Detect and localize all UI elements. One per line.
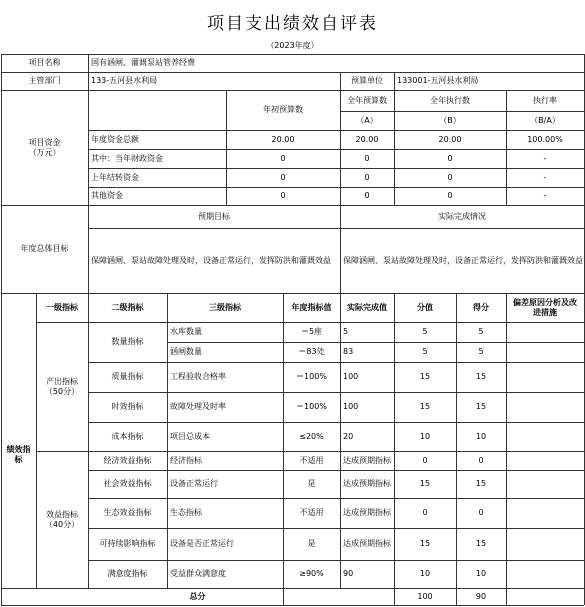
weight-value: 10 (419, 569, 431, 578)
score-value: 15 (475, 479, 487, 488)
weight-value: 0 (422, 455, 428, 465)
score-value: 5 (478, 327, 484, 336)
budget-unit-label: 预算单位 (351, 76, 383, 85)
level3-indicator: 工程验收合格率 (170, 372, 226, 381)
actual-value: 达成预期指标 (343, 479, 391, 488)
actual-value: 83 (343, 347, 354, 356)
funds-row-initial: 20.00 (271, 134, 295, 144)
deviation-reason (506, 560, 584, 588)
target-value: ≤20% (299, 431, 324, 441)
funds-row-label: 上年结转资金 (91, 172, 139, 182)
year-label: （2023年度） (266, 41, 319, 50)
score-value: 15 (475, 539, 487, 548)
funds-header-exec-sub: （B） (439, 115, 461, 125)
funds-row-rate: - (543, 153, 547, 163)
level3-indicator: 经济指标 (170, 455, 202, 465)
actual-value: 100 (343, 372, 359, 381)
target-value: ＝83处 (298, 347, 325, 356)
funds-row-label: 其他资金 (91, 191, 123, 200)
department-label: 主管部门 (28, 76, 61, 85)
output-indicators-label: 产出指标（50分） (44, 376, 80, 396)
target-value: 不适用 (299, 508, 324, 517)
target-value: ＝5座 (300, 327, 323, 336)
level2-indicator: 质量指标 (111, 372, 144, 381)
header-deviation-reason: 偏差原因分析及改进措施 (513, 297, 577, 317)
total-score: 90 (475, 591, 487, 601)
funds-row-exec: 0 (447, 172, 453, 182)
funds-header-rate-sub: （B/A） (530, 115, 560, 125)
funds-row-exec: 0 (447, 191, 453, 200)
weight-value: 5 (422, 327, 428, 336)
funds-row-annual: 0 (364, 153, 370, 163)
level2-indicator: 可持续影响指标 (99, 539, 156, 548)
project-name-value: 国有涵闸、灌溉泵站管养经费 (91, 58, 195, 67)
performance-indicators-label: 绩效指标 (6, 445, 31, 464)
score-value: 0 (478, 508, 484, 517)
level3-indicator: 生态指标 (170, 508, 202, 517)
deviation-reason (506, 451, 584, 470)
deviation-reason (506, 322, 584, 342)
level2-indicator: 满意度指标 (107, 569, 148, 578)
funds-row-rate: - (543, 191, 547, 200)
weight-value: 15 (419, 539, 431, 548)
weight-value: 5 (422, 347, 428, 356)
score-value: 10 (475, 431, 487, 441)
funds-row-exec: 20.00 (438, 134, 462, 144)
deviation-reason (506, 392, 584, 422)
header-actual: 实际完成值 (347, 302, 387, 312)
level3-indicator: 涵闸数量 (170, 347, 202, 356)
funds-row-annual: 0 (364, 172, 370, 182)
grid-line (1, 605, 584, 606)
score-value: 15 (475, 402, 487, 411)
grid-line (506, 588, 507, 605)
level2-indicator: 生态效益指标 (103, 508, 152, 517)
level3-indicator: 设备正常运行 (170, 479, 218, 488)
target-value: ＝100% (296, 372, 327, 381)
total-weight: 100 (417, 591, 433, 601)
weight-value: 0 (422, 508, 428, 517)
deviation-reason (506, 362, 584, 392)
funds-row-rate: 100.00% (527, 134, 563, 144)
funds-row-initial: 0 (280, 153, 286, 163)
goal-actual-text: 保障涵闸、泵站故障处理及时，设备正常运行，发挥防洪和灌溉效益 (343, 255, 583, 265)
funds-row-label: 其中：当年财政资金 (91, 153, 163, 163)
funds-row-initial: 0 (280, 191, 286, 200)
score-value: 10 (475, 569, 487, 578)
funds-row-rate: - (543, 172, 547, 182)
level2-indicator: 社会效益指标 (103, 479, 152, 488)
page-title: 项目支出绩效自评表 (207, 14, 378, 34)
level2-indicator: 数量指标 (111, 337, 144, 346)
funds-header-rate: 执行率 (533, 95, 557, 105)
target-value: 不适用 (299, 455, 324, 465)
header-weight: 分值 (417, 302, 433, 312)
funds-row-annual: 20.00 (355, 134, 379, 144)
funds-row-initial: 0 (280, 172, 286, 182)
weight-value: 15 (419, 402, 431, 411)
effect-indicators-label: 效益指标（40分） (44, 509, 80, 529)
actual-value: 达成预期指标 (343, 508, 391, 517)
funds-row-label: 年度资金总额 (91, 134, 139, 144)
goal-expected-text: 保障涵闸、泵站故障处理及时，设备正常运行，发挥防洪和灌溉效益 (91, 255, 331, 265)
score-value: 5 (478, 347, 484, 356)
total-label: 总分 (189, 591, 206, 601)
level3-indicator: 水库数量 (170, 327, 202, 336)
weight-value: 15 (419, 372, 431, 381)
deviation-reason (506, 342, 584, 362)
level2-indicator: 成本指标 (111, 431, 144, 441)
actual-value: 5 (343, 327, 349, 336)
target-value: 是 (307, 539, 316, 548)
target-value: ＝100% (296, 402, 327, 411)
deviation-reason (506, 422, 584, 451)
deviation-reason (506, 498, 584, 528)
goal-header-actual: 实际完成情况 (438, 211, 486, 221)
score-value: 15 (475, 372, 487, 381)
project-name-label: 项目名称 (28, 58, 61, 67)
annual-goal-label: 年度总体目标 (20, 244, 69, 253)
target-value: 是 (307, 479, 316, 488)
header-level1: 一级指标 (46, 302, 78, 312)
deviation-reason (506, 470, 584, 498)
level3-indicator: 设备是否正常运行 (170, 539, 234, 548)
actual-value: 90 (343, 569, 354, 578)
funds-header-exec: 全年执行数 (430, 95, 470, 105)
deviation-reason (506, 528, 584, 560)
funds-header-initial: 年初预算数 (263, 105, 303, 114)
header-score: 得分 (473, 302, 489, 312)
level3-indicator: 受益群众满意度 (170, 569, 226, 578)
funds-label: 项目资金 （万元） (28, 137, 61, 157)
level3-indicator: 项目总成本 (170, 431, 210, 441)
header-level2: 二级指标 (111, 302, 144, 312)
budget-unit-value: 133001-五河县水利局 (397, 76, 479, 85)
actual-value: 20 (343, 431, 354, 441)
weight-value: 10 (419, 431, 431, 441)
goal-header-expected: 预期目标 (198, 211, 230, 221)
weight-value: 15 (419, 479, 431, 488)
level2-indicator: 时效指标 (111, 402, 144, 411)
actual-value: 100 (343, 402, 359, 411)
actual-value: 达成预期指标 (343, 455, 391, 465)
department-value: 133-五河县水利局 (91, 76, 158, 85)
level3-indicator: 故障处理及时率 (170, 402, 226, 411)
funds-row-exec: 0 (447, 153, 453, 163)
header-level3: 三级指标 (209, 302, 241, 312)
funds-row-annual: 0 (364, 191, 370, 200)
level2-indicator: 经济效益指标 (103, 455, 152, 465)
funds-header-annual: 全年预算数 (347, 95, 387, 105)
target-value: ≥90% (299, 569, 324, 578)
header-target: 年度指标值 (291, 302, 332, 312)
score-value: 0 (478, 455, 484, 465)
actual-value: 达成预期指标 (343, 539, 391, 548)
funds-header-annual-sub: （A） (356, 115, 378, 125)
